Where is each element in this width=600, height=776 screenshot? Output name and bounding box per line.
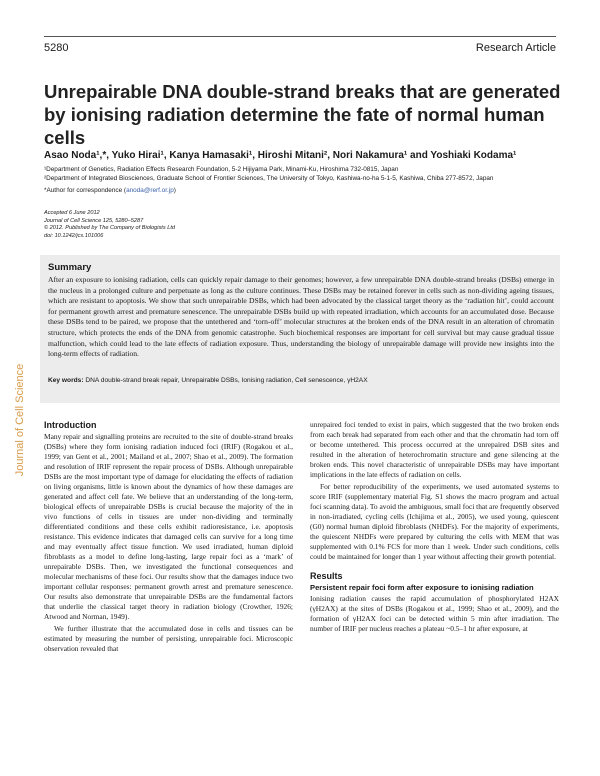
introduction-paragraph-1: Many repair and signalling proteins are recruited to the site of double-strand breaks (DSBs) where they form ionising radiation induced foci (IRIF) (Rogakou et al., 1999; van Gent et al., 2001; Mailand et al., 2007; Shao et al., 2009). The formation and resolution of IRIF represent the repair process of DSBs. Although unrepairable DSBs are the most important type of damage for elucidating the effects of radiation on living organisms, little is known about the dynamics of how these damages are generated and affect cell fate. We believe that an understanding of the long-term, biological effects of unrepairable DSBs is crucial because the majority of the in vivo functions of cells in tissues are under non-dividing and terminally differentiated conditions and these cells exhibit radioresistance, i.e. apoptosis resistance. This evidence indicates that damaged cells can survive for a long time and may eventually affect tissue function. We used irradiated, human diploid fibroblasts as a model to define long-lasting, large repair foci as a ‘mark’ of unrepairable DSBs. Then, we investigated the functional consequences and molecular mechanisms of these foci. Our results show that the damages induce two important cellular responses: permanent growth arrest and premature senescence. Our results also demonstrate that unrepairable DSBs are the fundamental factors that underlie the classical target theory in radiation biology (Crowther, 1926; Atwood and Norman, 1949). (44, 432, 293, 621)
results-heading: Results (310, 571, 343, 581)
keywords (48, 377, 554, 384)
keywords-label: Key words: (48, 377, 84, 384)
introduction-paragraph-2: We further illustrate that the accumulated dose in cells and tissues can be estimated by measuring the number of persisting, unrepairable foci. Microscopic observation revealed that (44, 624, 293, 653)
results-paragraph-1: Ionising radiation causes the rapid accumulation of phosphorylated H2AX (γH2AX) at the sites of DSBs (Rogakou et al., 1999; Shao et al., 2009), and the formation of γH2AX foci can be detected within 5 min after irradiation. The number of IRIF per nucleus reaches a plateau ~0.5–1 hr after exposure, at (310, 593, 559, 633)
introduction-heading: Introduction (44, 420, 97, 430)
author-list: Asao Noda¹,*, Yuko Hirai¹, Kanya Hamasaki¹, Hiroshi Mitani², Nori Nakamura¹ and Yoshiaki Kodama¹ (44, 150, 517, 161)
left-column (44, 420, 293, 654)
journal-side-label (14, 363, 26, 477)
publication-info (44, 210, 344, 240)
correspondence-email[interactable]: anoda@rerf.or.jp (126, 187, 174, 194)
keywords-list: DNA double-strand break repair, Unrepairable DSBs, Ionising radiation, Cell senescence, γH2AX (85, 377, 368, 384)
section-label: Research Article (475, 42, 556, 54)
journal-name: Journal of Cell Science (14, 363, 26, 477)
summary-heading: Summary (48, 262, 92, 273)
correspondence-prefix: *Author for correspondence ( (44, 187, 127, 194)
copyright: © 2012. Published by The Company of Biologists Ltd (44, 225, 175, 232)
journal-citation: Journal of Cell Science 125, 5280–5287 (44, 217, 144, 224)
correspondence (44, 186, 559, 195)
results-subheading: Persistent repair foci form after exposure to ionising radiation (310, 583, 534, 592)
affiliations (44, 165, 559, 195)
doi[interactable]: doi: 10.1242/jcs.101006 (44, 232, 104, 239)
accepted-date: Accepted 6 June 2012 (44, 210, 100, 216)
right-paragraph-2: For better reproducibility of the experiments, we used automated systems to score IRIF (supplementary material Fig. S1 shows the macro program and actual foci scanning data). To avoid the ambiguous, small foci that are frequently observed in non-irradiated, cycling cells (Ichijima et al., 2005), we used young, quiescent (G0) normal human diploid fibroblasts (NHDFs). For the majority of experiments, the quiescent NHDFs were prepared by culturing the cells with MEM that was supplemented with 0.1% FCS for more than 1 week. Under such conditions, cells could be maintained for longer than 1 year without affecting their growth potential. (310, 482, 559, 561)
right-paragraph-1: unrepaired foci tended to exist in pairs, which suggested that the two broken ends from each break had separated from each other and that the chromatin had torn off or become untethered. This process occurred at the unrepaired DSB sites and resulted in the alteration of heterochromatin structure and gene silencing at the broken ends. This novel characteristic of unrepairable DSBs may have important implications in the late effects of radiation on cells. (310, 420, 559, 479)
page-number: 5280 (44, 42, 69, 54)
correspondence-suffix: ) (173, 187, 176, 194)
right-column (310, 420, 559, 634)
header-rule (44, 36, 556, 37)
summary-text: After an exposure to ionising radiation, cells can quickly repair damage to their genomes; however, a few unrepairable DNA double-strand breaks (DSBs) emerge in the nucleus in a prolonged culture and perpetuate as long as the culture continues. These DSBs may be retained forever in cells such as non-dividing ageing tissues, which are resistant to apoptosis. We show that such unrepairable DSBs, which had been advocated by the classical target theory as the ‘radiation hit’, could account for permanent growth arrest and premature senescence. The unrepairable DSBs build up with repeated irradiation, which accounts for an accumulated dose. Because these DSBs tend to be paired, we propose that the untethered and ‘torn-off’ molecular structures at the broken ends of the DNA result in an alteration of chromatin structure, which protects the ends of the DNA from genomic catastrophe. Such biochemical responses are important for cell survival but may cause gradual tissue malfunction, which could lead to the late effects of radiation exposure. Thus, understanding the biology of unrepairable damage will provide new insights into the long-term effects of radiation. (48, 275, 554, 359)
affiliation-1: ¹Department of Genetics, Radiation Effects Research Foundation, 5-2 Hijiyama Park, Minami-Ku, Hiroshima 732-0815, Japan (44, 166, 399, 173)
affiliation-2: ²Department of Integrated Biosciences, Graduate School of Frontier Sciences, The University of Tokyo, Kashiwa-no-ha 5-1-5, Kashiwa, Chiba 277-8572, Japan (44, 175, 494, 182)
article-title: Unrepairable DNA double-strand breaks that are generated by ionising radiation determine the fate of normal human cells (44, 81, 561, 149)
